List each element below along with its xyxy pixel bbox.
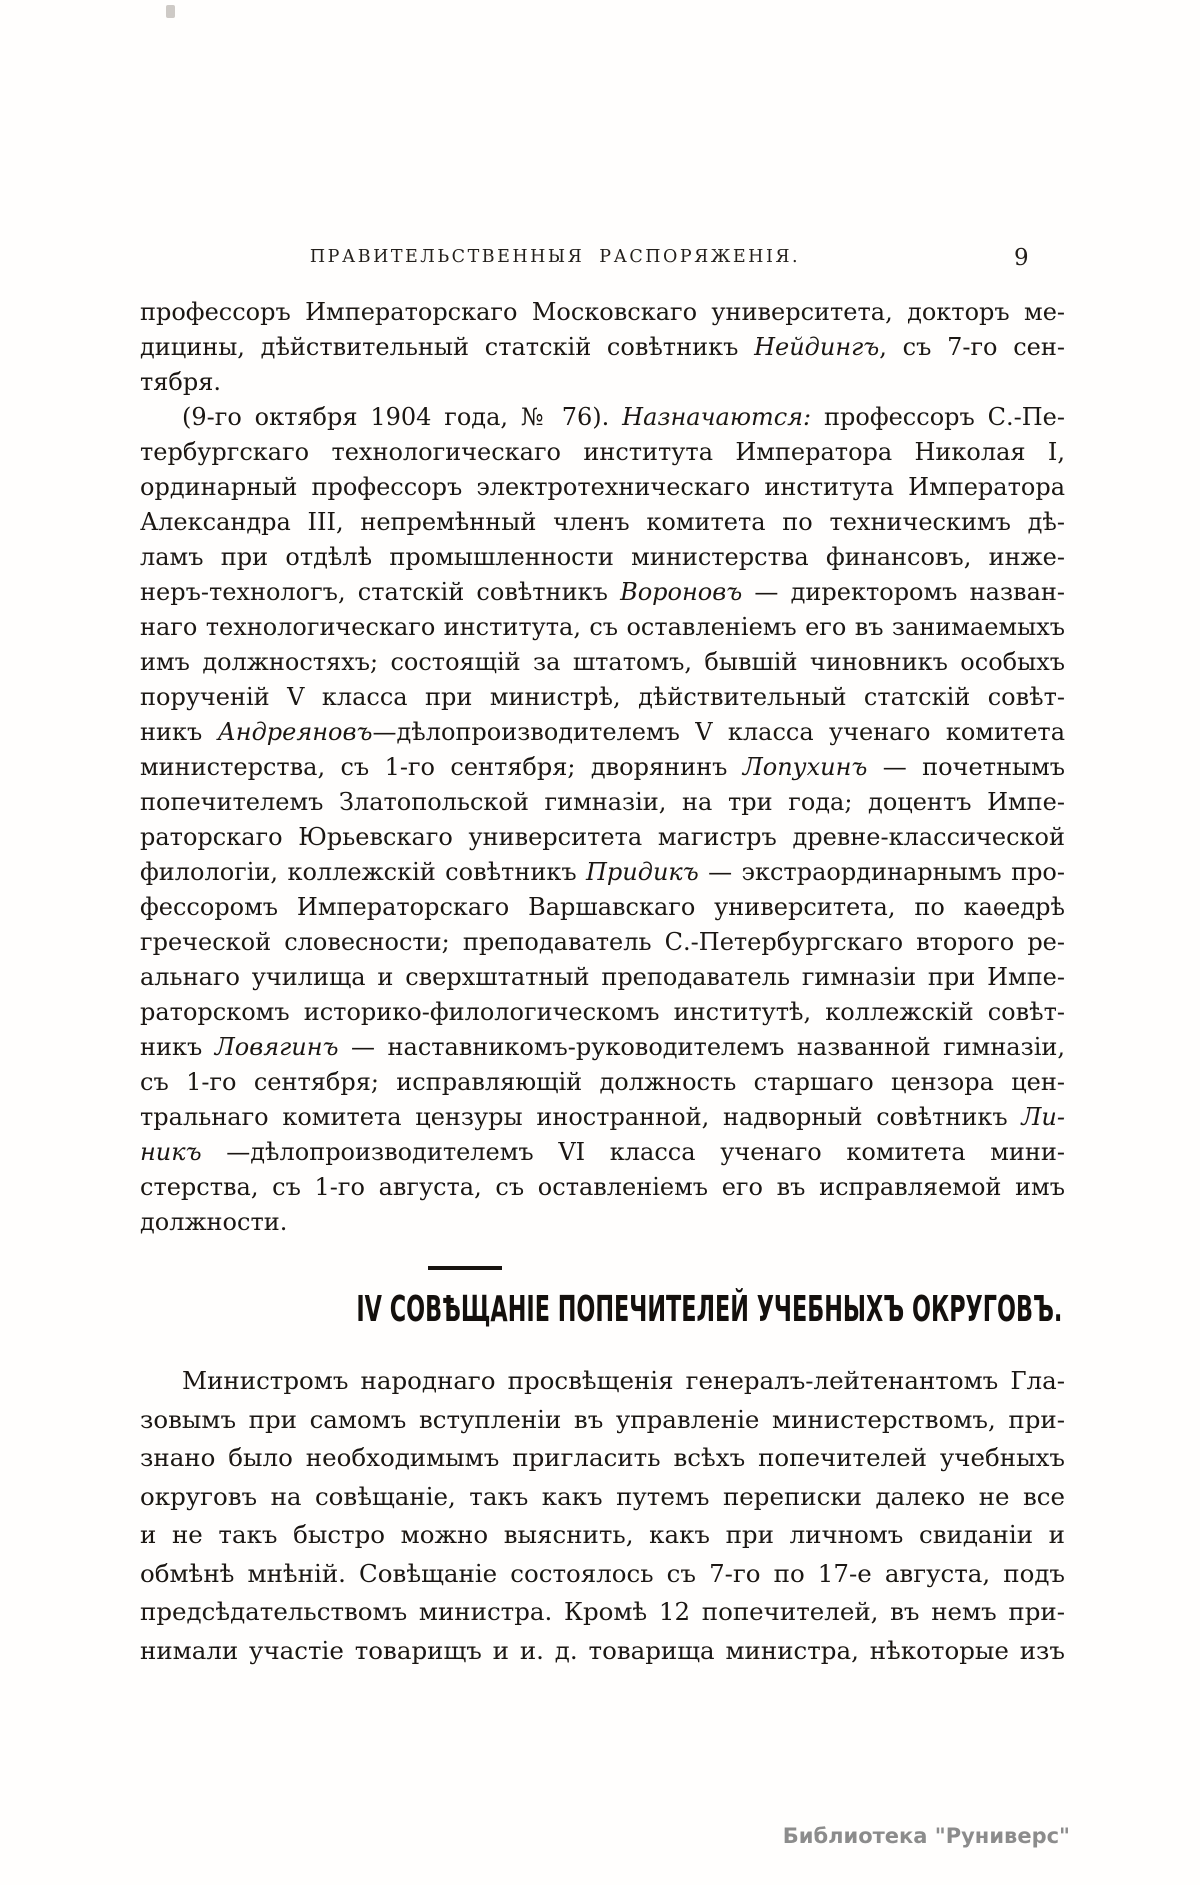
text-segment: округовъ на совѣщаніе, такъ какъ путемъ переписки далеко не все [140,1481,1065,1511]
text-line [140,960,1065,995]
italic-text-segment: Нейдингъ [754,333,880,361]
text-line [140,820,1065,855]
text-segment: обмѣнѣ мнѣній. Совѣщаніе состоялось съ 7-го по 17-е августа, подъ [140,1558,1065,1588]
text-segment: — экстраординарнымъ про- [698,858,1065,886]
text-line [140,855,1065,890]
text-line [140,785,1065,820]
text-segment: наго технологическаго института, съ оставленіемъ его въ занимаемыхъ [140,613,1065,641]
text-segment: альнаго училища и сверхштатный преподаватель гимназіи при Импе- [140,963,1065,991]
scan-artifact [166,5,175,18]
text-line [140,680,1065,715]
text-segment: дицины, дѣйствительный статскій совѣтникъ [140,333,755,361]
text-line [140,1478,1065,1517]
text-segment: — почетнымъ [867,753,1065,781]
text-line [140,1401,1065,1440]
italic-text-segment: Ли- [1021,1103,1065,1131]
text-segment: знано было необходимымъ пригласить всѣхъ попечителей учебныхъ [140,1443,1065,1472]
text-segment: Министромъ народнаго просвѣщенія генералъ-лейтенантомъ Гла- [182,1366,1065,1395]
text-line [140,505,1065,540]
text-line [140,1593,1065,1632]
text-segment: зовымъ при самомъ вступленіи въ управленіе министерствомъ, при- [140,1404,1065,1434]
text-segment: — наставникомъ-руководителемъ названной гимназіи, [338,1033,1065,1061]
text-line [140,330,1065,365]
text-segment: тября. [140,368,221,396]
text-line [140,610,1065,645]
text-segment: — директоромъ назван- [742,578,1065,606]
text-segment: профессоръ Императорскаго Московскаго университета, докторъ ме- [140,298,1065,326]
text-segment: имъ должностяхъ; состоящій за штатомъ, бывшій чиновникъ особыхъ [140,648,1065,676]
text-segment: фессоромъ Императорскаго Варшавскаго университета, по каѳедрѣ [140,893,1065,921]
text-segment: ламъ при отдѣлѣ промышленности министерства финансовъ, инже- [140,543,1065,571]
section-divider-rule [428,1266,502,1270]
text-segment: неръ-технологъ, статскій совѣтникъ [140,578,621,606]
text-line [140,750,1065,785]
text-line [140,1135,1065,1170]
text-segment: раторскомъ историко-филологическомъ институтѣ, коллежскій совѣт- [140,998,1065,1026]
text-line [140,435,1065,470]
page-number: 9 [1014,245,1029,271]
text-segment: ординарный профессоръ электротехническаго института Императора [140,473,1065,501]
text-line [140,1555,1065,1594]
section-heading [140,1289,1065,1330]
text-line [140,1205,1065,1240]
text-segment: порученій V класса при министрѣ, дѣйствительный статскій совѣт- [140,683,1065,711]
italic-text-segment: Лопухинъ [742,753,868,781]
text-line [140,295,1065,330]
text-line [140,365,1065,400]
italic-text-segment: никъ [140,1138,202,1166]
text-line [140,400,1065,435]
text-line [140,995,1065,1030]
paragraph [140,1362,1065,1670]
text-line [140,1516,1065,1555]
text-segment: попечителемъ Златопольской гимназіи, на три года; доцентъ Импе- [140,788,1065,816]
italic-text-segment: Вороновъ [620,578,743,606]
section-heading-text: IV СОВѢЩАНІЕ ПОПЕЧИТЕЛЕЙ УЧЕБНЫХЪ ОКРУГОВЪ. [356,1289,1063,1330]
conference-text-block [140,1362,1065,1670]
text-segment: тральнаго комитета цензуры иностранной, надворный совѣтникъ [140,1103,1022,1131]
text-line [140,1632,1065,1671]
paragraph [140,400,1065,1240]
italic-text-segment: Придикъ [586,858,699,886]
text-line [140,890,1065,925]
paragraph [140,295,1065,400]
text-segment: стерства, съ 1-го августа, съ оставленіемъ его въ исправляемой имъ [140,1173,1065,1201]
text-segment: —дѣлопроизводителемъ VI класса ученаго комитета мини- [201,1138,1065,1166]
text-segment: и не такъ быстро можно выяснить, какъ при личномъ свиданіи и [140,1520,1065,1549]
text-line [140,575,1065,610]
text-line [140,1362,1065,1401]
text-line [140,540,1065,575]
text-line [140,925,1065,960]
text-line [140,470,1065,505]
text-segment: никъ [140,718,218,746]
decrees-text-block [140,295,1065,1240]
text-segment: раторскаго Юрьевскаго университета магистръ древне-классической [140,823,1065,851]
text-line [140,1170,1065,1205]
text-line [140,1065,1065,1100]
text-segment: (9-го октября 1904 года, № 76). [182,403,623,431]
running-title: ПРАВИТЕЛЬСТВЕННЫЯ РАСПОРЯЖЕНІЯ. [309,247,801,267]
text-segment: греческой словесности; преподаватель С.-Петербургскаго второго ре- [140,928,1065,956]
text-segment: съ 1-го сентября; исправляющій должность старшаго цензора цен- [140,1068,1065,1096]
text-line [140,645,1065,680]
text-segment: —дѣлопроизводителемъ V класса ученаго комитета [372,718,1065,746]
text-segment: должности. [140,1208,288,1236]
text-line [140,715,1065,750]
text-segment: филологіи, коллежскій совѣтникъ [140,858,586,886]
library-watermark: Библиотека "Руниверс" [782,1824,1070,1848]
text-segment: тербургскаго технологическаго института Императора Николая I, [140,438,1065,466]
text-line [140,1100,1065,1135]
italic-text-segment: Назначаются: [622,403,812,431]
text-segment: нимали участіе товарищъ и и. д. товарища министра, нѣкоторые изъ [140,1635,1065,1665]
text-segment: Александра III, непремѣнный членъ комитета по техническимъ дѣ- [140,508,1065,536]
text-segment: профессоръ С.-Пе- [811,403,1065,431]
text-segment: никъ [140,1033,215,1061]
italic-text-segment: Ловягинъ [214,1033,339,1061]
text-segment: , съ 7-го сен- [879,333,1065,361]
italic-text-segment: Андреяновъ [217,718,373,746]
text-segment: предсѣдательствомъ министра. Кромѣ 12 попечителей, въ немъ при- [140,1597,1065,1626]
text-line [140,1439,1065,1478]
text-line [140,1030,1065,1065]
text-segment: министерства, съ 1-го сентября; дворянинъ [140,753,743,781]
